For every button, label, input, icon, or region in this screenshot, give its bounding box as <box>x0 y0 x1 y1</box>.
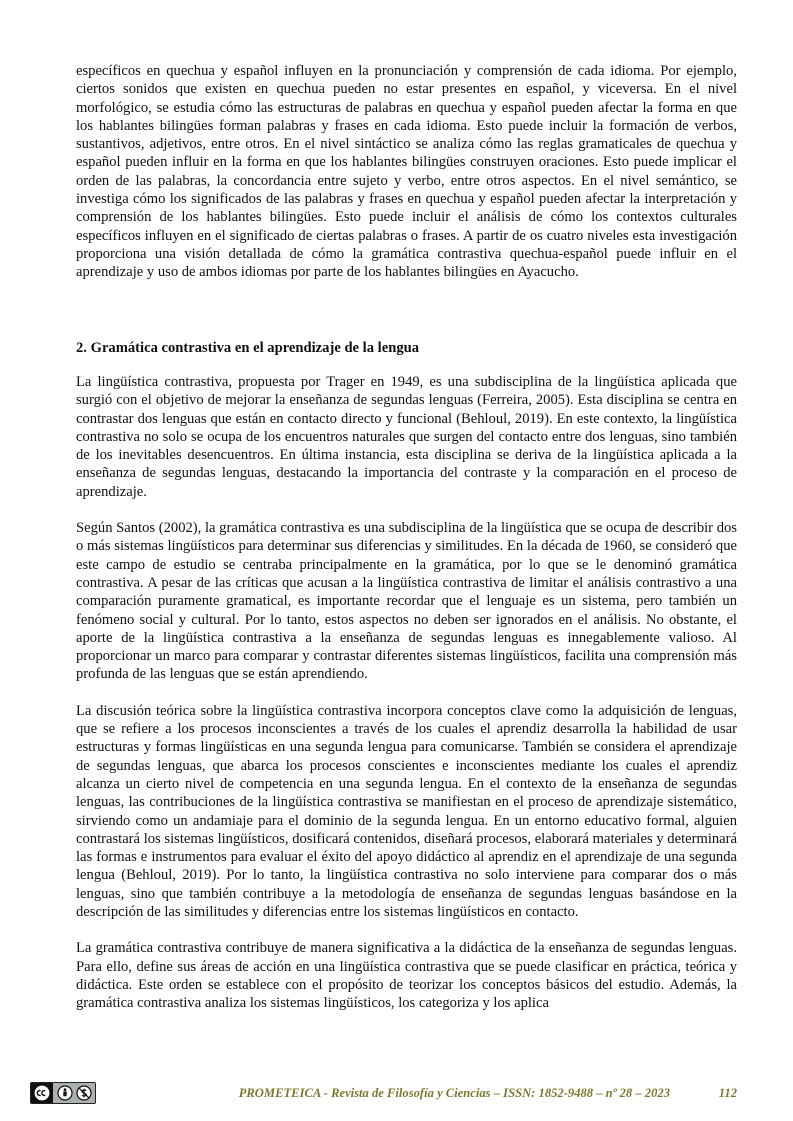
non-commercial-icon <box>76 1085 92 1101</box>
section-body <box>76 373 737 1013</box>
attribution-person-icon <box>57 1085 73 1101</box>
cc-logo-icon <box>31 1083 53 1103</box>
intro-block <box>76 62 737 282</box>
page-number: 112 <box>718 1086 737 1100</box>
page-footer <box>30 1082 737 1106</box>
intro-paragraph: específicos en quechua y español influyen en la pronunciación y comprensión de cada idioma. Por ejemplo, ciertos sonidos que existen en quechua pueden no estar presentes en español, y viceversa. En el nivel morfológico, se estudia cómo las estructuras de palabras en quechua y español pueden afectar la forma en que los hablantes bilingües forman palabras y frases en cada idioma. Esto puede incluir la formación de verbos, sustantivos, adjetivos, entre otros. En el nivel sintáctico se analiza cómo las reglas gramaticales de quechua y español pueden influir en la forma en que los hablantes bilingües construyen oraciones. Esto puede implicar el orden de las palabras, la concordancia entre sujeto y verbo, entre otros aspectos. En el nivel semántico, se investiga cómo los significados de las palabras y frases en quechua y español pueden afectar la interpretación y comprensión de los hablantes bilingües. Esto puede incluir el análisis de cómo los contextos culturales específicos influyen en el significado de ciertas palabras o frases. A partir de os cuatro niveles esta investigación proporciona una visión detallada de cómo la gramática contrastiva quechua-español puede influir en el aprendizaje y uso de ambos idiomas por parte de los hablantes bilingües en Ayacucho. <box>76 63 737 281</box>
creative-commons-by-nc-icon <box>30 1082 96 1104</box>
paragraph-discussion: La discusión teórica sobre la lingüística contrastiva incorpora conceptos clave como la adquisición de lenguas, que se refiere a los procesos inconscientes a través de los cuales el aprendiz desarrolla la habilidad de usar estructuras y formas lingüísticas en una segunda lengua para comunicarse. También se considera el aprendizaje de segundas lenguas, que abarca los procesos conscientes e inconscientes mediante los cuales el aprendiz alcanza un cierto nivel de competencia en una segunda lengua. En el contexto de la enseñanza de segundas lenguas, las contribuciones de la lingüística contrastiva se manifiestan en el proceso de aprendizaje sistemático, sirviendo como un andamiaje para el dominio de la segunda lengua. En un entorno educativo formal, alguien contrastará los sistemas lingüísticos, dosificará contenidos, diseñará procesos, elaborará materiales y determinará las formas e instrumentos para evaluar el éxito del apoyo didáctico al aprendiz en el aprendizaje de una segunda lengua (Behloul, 2019). Por lo tanto, la lingüística contrastiva no solo interviene para comparar dos o más lenguas, sino que también contribuye a la metodología de enseñanza de segundas lenguas basándose en la descripción de las similitudes y diferencias entre los sistemas lingüísticos en contacto. <box>76 702 737 921</box>
paragraph-santos: Según Santos (2002), la gramática contrastiva es una subdisciplina de la lingüística que se ocupa de describir dos o más sistemas lingüísticos para determinar sus diferencias y similitudes. En la década de 1960, se consideró que este campo de estudio se centraba principalmente en la gramática, por lo que se le denominó gramática contrastiva. A pesar de las críticas que acusan a la lingüística contrastiva de limitar el análisis contrastivo a una comparación puramente gramatical, es importante recordar que el lenguaje es un sistema, pero también un fenómeno social y cultural. Por lo tanto, estos aspectos no deben ser ignorados en el análisis. No obstante, el aporte de la lingüística contrastiva a la enseñanza de segundas lenguas es innegablemente valioso. Al proporcionar un marco para comparar y contrastar diferentes sistemas lingüísticos, facilita una comprensión más profunda de las lenguas que se están aprendiendo. <box>76 520 737 683</box>
journal-citation: PROMETEICA - Revista de Filosofía y Ciencias – ISSN: 1852-9488 – nº 28 – 2023 <box>238 1086 670 1100</box>
paragraph-didactics: La gramática contrastiva contribuye de manera significativa a la didáctica de la enseñanza de segundas lenguas. Para ello, define sus áreas de acción en una lingüística contrastiva que se puede clasificar en práctica, teórica y didáctica. Este orden se establece con el propósito de teorizar los conceptos básicos del estudio. Además, la gramática contrastiva analiza los sistemas lingüísticos, los categoriza y los aplica <box>76 940 737 1012</box>
section-heading: 2. Gramática contrastiva en el aprendizaje de la lengua <box>76 340 420 356</box>
paragraph-trager: La lingüística contrastiva, propuesta por Trager en 1949, es una subdisciplina de la lingüística aplicada que surgió con el objetivo de mejorar la enseñanza de segundas lenguas (Ferreira, 2005). Esta disciplina se centra en contrastar dos lenguas que están en contacto directo y funcional (Behloul, 2019). En este contexto, la lingüística contrastiva no solo se ocupa de los encuentros naturales que surgen del contacto entre dos lenguas, sino también de los inevitables desencuentros. En última instancia, esta disciplina se deriva de la lingüística aplicada a la enseñanza de segundas lenguas, destacando la importancia del contraste y la comparación en el proceso de aprendizaje. <box>76 374 737 500</box>
